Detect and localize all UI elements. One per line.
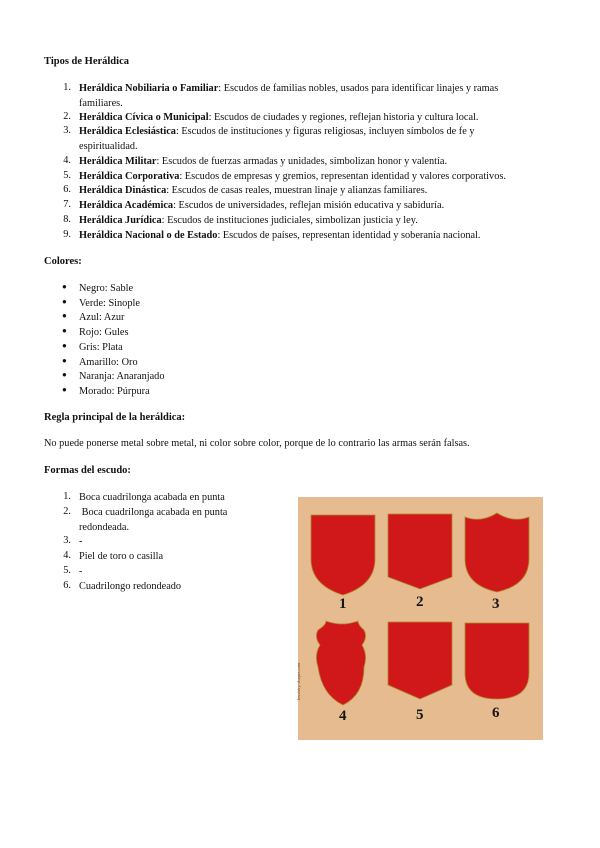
shield-shape-2	[388, 514, 452, 589]
figure-credit: heraldry-shapes.com	[296, 662, 301, 700]
tipos-heading: Tipos de Heráldica	[44, 56, 129, 67]
shield-label-3: 3	[492, 596, 500, 612]
shield-shape-4	[316, 621, 365, 705]
shield-shape-5	[388, 622, 452, 699]
shield-shapes-svg	[298, 497, 543, 740]
shield-label-1: 1	[339, 596, 347, 612]
shield-shape-6	[465, 623, 529, 699]
document-page: Tipos de Heráldica 1. Heráldica Nobiliaria o Familiar: Escudos de familias nobles, usados para identificar linajes y ramas familiares. 2. Heráldica Cívica o Municipal: Escudos de ciudades y regiones, reflejan historia y cultura local. 3. Heráldica Eclesiástica: Escudos de instituciones y figuras religiosas, incluyen símbolos de fe y espiritualidad. 4. Heráldica Militar: Escudos de fuerzas armadas y unidades, simbolizan honor y valentía. 5. Heráldica Corporativa: Escudos de empresas y gremios, representan identidad y valores corporativos. 6. Heráldica Dinástica: Escudos de casas reales, muestran linaje y alianzas familiares. 7. Heráldica Académica: Escudos de universidades, reflejan misión educativa y sabiduría. 8. Heráldica Jurídica: Escudos de instituciones judiciales, simbolizan justicia y ley. 9. Heráldica Nacional o de Estado: Escudos de países, representan identidad y soberanía nacional. Colores: ● Negro: Sable ● Verde: Sinople ● Azul: Azur ● Rojo: Gules ● Gris: Plata ● Amarillo: Oro ● Naranja: Anaranjado ● Morado: Púrpura Regla principal de la heráldica: No puede ponerse metal sobre metal, ni color sobre color, porque de lo contrario las armas serán falsas. Formas del escudo: 1. Boca cuadrilonga acabada en punta 2. Boca cuadrilonga acabada en punta redondeada. 3. - 4. Piel de toro o casilla 5. - 6. Cuadrilongo redondeado 1 2 3 4 5 6 heraldry-shapes.com	[0, 0, 600, 848]
shield-shape-1	[311, 515, 375, 595]
formas-heading: Formas del escudo:	[44, 465, 131, 476]
regla-heading: Regla principal de la heráldica:	[44, 412, 186, 423]
shield-label-4: 4	[339, 708, 347, 724]
shield-label-6: 6	[492, 705, 500, 721]
shield-shapes-figure	[298, 497, 543, 740]
colores-heading: Colores:	[44, 256, 82, 267]
regla-text: No puede ponerse metal sobre metal, ni color sobre color, porque de lo contrario las armas serán falsas.	[44, 438, 470, 449]
shield-label-5: 5	[416, 707, 424, 723]
shield-label-2: 2	[416, 594, 424, 610]
shield-shape-3	[465, 513, 529, 592]
